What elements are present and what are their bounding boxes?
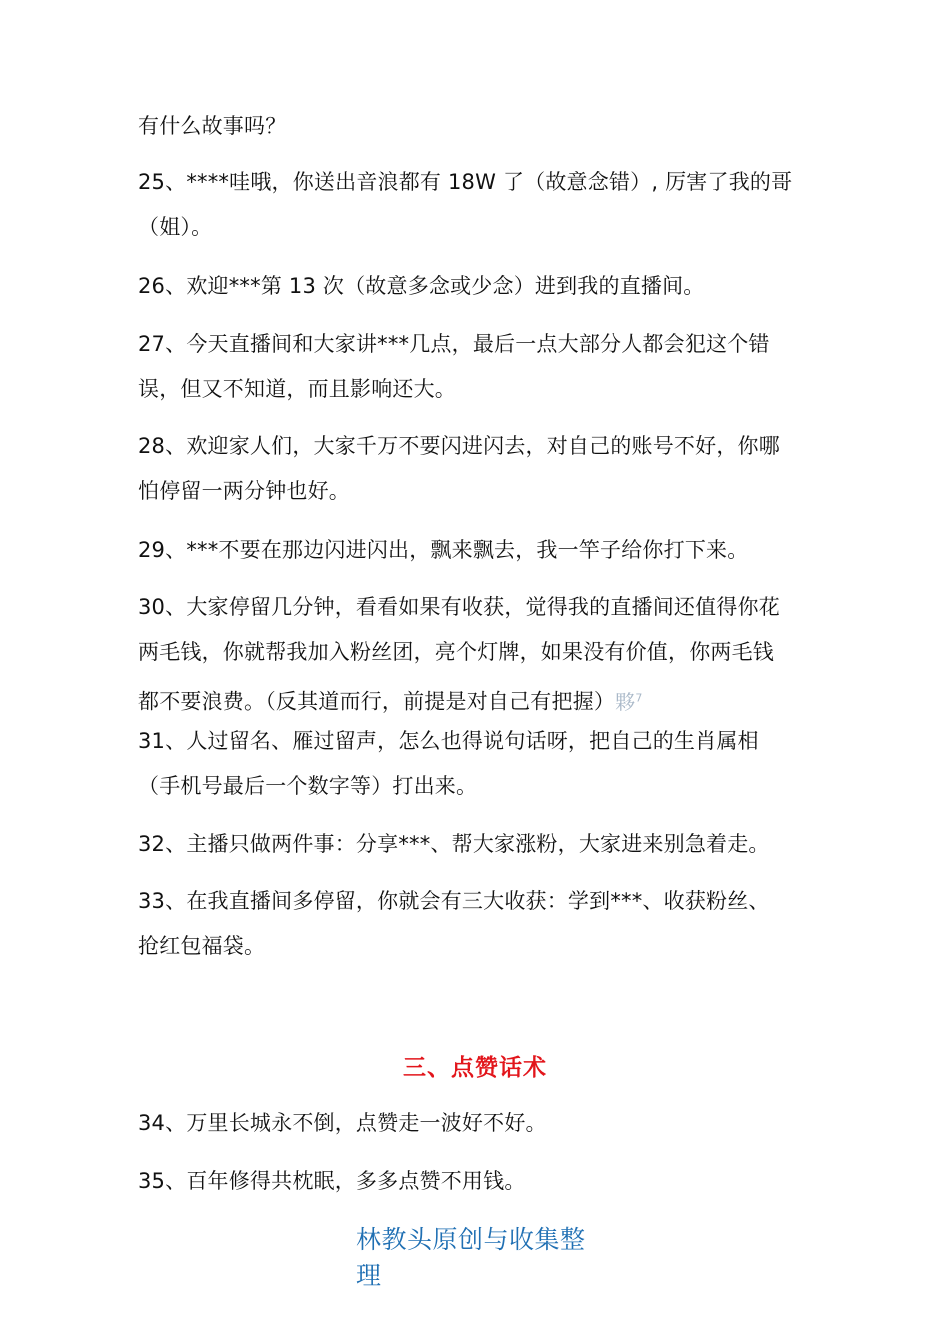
footer-credit (356, 1222, 606, 1294)
text-line-content: 都不要浪费。（反其道而行，前提是对自己有把握） (138, 689, 616, 714)
text-line: 29、***不要在那边闪进闪出，飘来飘去，我一竿子给你打下来。 (138, 538, 749, 562)
text-line: （手机号最后一个数字等）打出来。 (138, 774, 478, 798)
faint-superscript: 7 (635, 691, 643, 704)
text-line: 34、万里长城永不倒，点赞走一波好不好。 (138, 1111, 547, 1135)
paragraph-34 (138, 1101, 828, 1146)
footer-line-2: 理 (356, 1261, 382, 1290)
faint-mark (615, 690, 642, 714)
text-line: 26、欢迎***第 13 次（故意多念或少念）进到我的直播间。 (138, 274, 705, 298)
text-line: （姐）。 (138, 215, 213, 239)
text-line: 33、在我直播间多停留，你就会有三大收获：学到***、收获粉丝、 (138, 889, 770, 913)
paragraph-25 (138, 160, 828, 250)
paragraph-28 (138, 424, 828, 514)
text-line: 35、百年修得共枕眠，多多点赞不用钱。 (138, 1169, 526, 1193)
text-line: 30、大家停留几分钟，看看如果有收获，觉得我的直播间还值得你花 (138, 595, 780, 619)
faint-glyph: 夥 (615, 689, 636, 714)
footer-line-1: 林教头原创与收集整 (356, 1225, 586, 1254)
text-line: 有什么故事吗？ (138, 114, 287, 138)
paragraph-27 (138, 322, 828, 412)
text-line: 抢红包福袋。 (138, 934, 266, 958)
text-line: 怕停留一两分钟也好。 (138, 479, 350, 503)
paragraph-30 (138, 585, 828, 725)
paragraph-29 (138, 528, 828, 573)
paragraph-31 (138, 719, 828, 809)
paragraph-26 (138, 264, 828, 309)
paragraph-32 (138, 822, 828, 867)
text-line: 25、****哇哦，你送出音浪都有 18W 了（故意念错）, 厉害了我的哥 (138, 170, 793, 194)
text-line: 28、欢迎家人们，大家千万不要闪进闪去，对自己的账号不好，你哪 (138, 434, 780, 458)
text-line: 两毛钱，你就帮我加入粉丝团，亮个灯牌，如果没有价值，你两毛钱 (138, 640, 774, 664)
text-line (138, 675, 828, 725)
text-line: 32、主播只做两件事：分享***、帮大家涨粉，大家进来别急着走。 (138, 832, 770, 856)
text-line: 31、人过留名、雁过留声，怎么也得说句话呀，把自己的生肖属相 (138, 729, 759, 753)
paragraph-33 (138, 879, 828, 969)
text-line: 27、今天直播间和大家讲***几点，最后一点大部分人都会犯这个错 (138, 332, 770, 356)
paragraph-35 (138, 1159, 828, 1204)
paragraph-24-tail (138, 104, 828, 149)
section-heading: 三、点赞话术 (403, 1055, 547, 1081)
text-line: 误，但又不知道，而且影响还大。 (138, 377, 456, 401)
